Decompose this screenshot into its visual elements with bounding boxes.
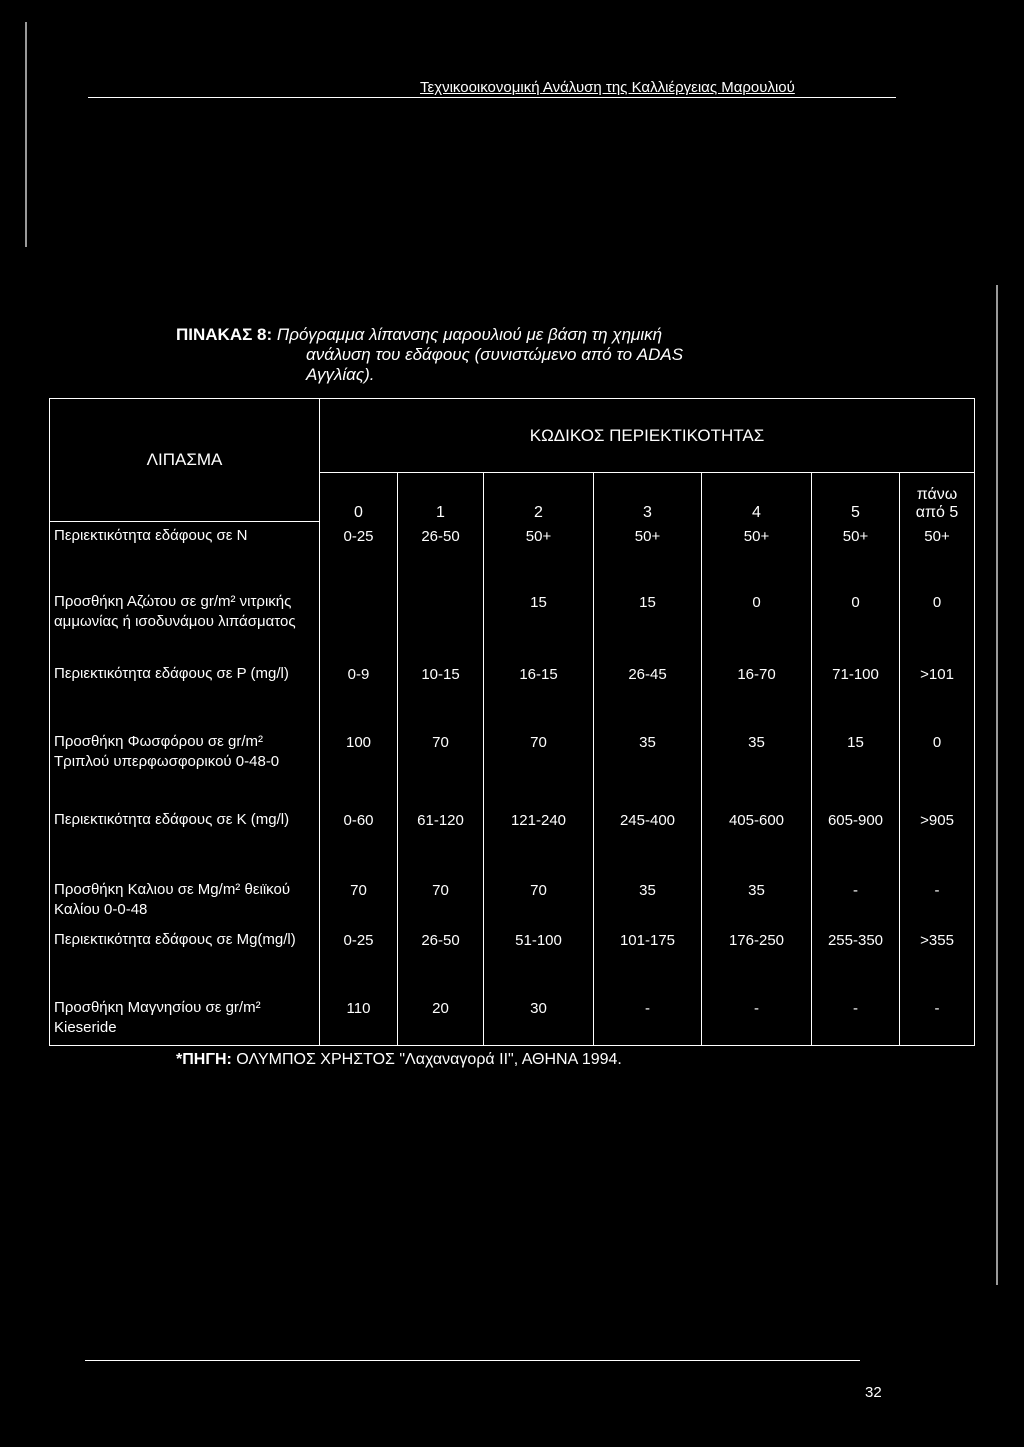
code-header: 5	[812, 473, 900, 522]
table-cell: 405-600	[702, 806, 812, 876]
table-row	[50, 660, 975, 728]
table-cell: 20	[398, 994, 484, 1046]
table-cell: >905	[900, 806, 975, 876]
table-cell: 16-70	[702, 660, 812, 728]
table-cell: 15	[484, 588, 594, 660]
table-cell: 100	[320, 728, 398, 806]
table-caption-line-2: ανάλυση του εδάφους (συνιστώμενο από το ADAS	[306, 345, 684, 364]
table-cell: 0-25	[320, 522, 398, 588]
code-header: 4	[702, 473, 812, 522]
fertilization-table	[49, 398, 975, 1046]
table-cell: >101	[900, 660, 975, 728]
table-cell: -	[702, 994, 812, 1046]
scan-edge-line-left	[25, 22, 27, 247]
footer-rule	[85, 1360, 860, 1361]
table-cell: 70	[398, 728, 484, 806]
table-row	[50, 994, 975, 1046]
table-cell: 70	[320, 876, 398, 926]
row-label: Περιεκτικότητα εδάφους σε P (mg/l)	[50, 660, 320, 728]
table-cell: 26-45	[594, 660, 702, 728]
running-header: Τεχνικοοικονομική Ανάλυση της Καλλιέργειας Μαρουλιού	[420, 79, 795, 96]
table-cell: -	[900, 876, 975, 926]
table-cell: -	[812, 876, 900, 926]
table-cell: 50+	[900, 522, 975, 588]
table-cell: 50+	[594, 522, 702, 588]
code-header: 0	[320, 473, 398, 522]
table-cell: 0	[812, 588, 900, 660]
table-cell: 605-900	[812, 806, 900, 876]
row-label: Περιεκτικότητα εδάφους σε K (mg/l)	[50, 806, 320, 876]
table-cell: 71-100	[812, 660, 900, 728]
table-cell: 35	[594, 728, 702, 806]
table-cell: 70	[484, 728, 594, 806]
code-header: 3	[594, 473, 702, 522]
table-cell: 15	[594, 588, 702, 660]
table-row	[50, 522, 975, 588]
table-caption-line-1: Πρόγραμμα λίπανσης μαρουλιού με βάση τη χημική	[276, 325, 663, 344]
row-label: Προσθήκη Καλιου σε Mg/m² θειϊκού Καλίου 0-0-48	[50, 876, 320, 926]
table-cell: -	[900, 994, 975, 1046]
table-cell: 255-350	[812, 926, 900, 994]
table-cell: 50+	[702, 522, 812, 588]
table-cell: 0	[900, 588, 975, 660]
table-cell: 30	[484, 994, 594, 1046]
table-row	[50, 728, 975, 806]
header-rule	[88, 97, 896, 98]
table-cell: 245-400	[594, 806, 702, 876]
table-cell: 35	[702, 876, 812, 926]
table-cell: 176-250	[702, 926, 812, 994]
table-cell: 26-50	[398, 926, 484, 994]
source-text: ΟΛΥΜΠΟΣ ΧΡΗΣΤΟΣ "Λαχαναγορά ΙΙ", ΑΘΗΝΑ 1994.	[236, 1051, 622, 1068]
table-cell: 0-60	[320, 806, 398, 876]
table-cell: 51-100	[484, 926, 594, 994]
row-label: Περιεκτικότητα εδάφους σε N	[50, 522, 320, 588]
page-number: 32	[865, 1384, 882, 1401]
table-cell: 101-175	[594, 926, 702, 994]
table-cell	[398, 588, 484, 660]
table-cell: 70	[398, 876, 484, 926]
row-label: Προσθήκη Αζώτου σε gr/m² νιτρικής αμμωνίας ή ισοδυνάμου λιπάσματος	[50, 588, 320, 660]
column-header-content-code: ΚΩΔΙΚΟΣ ΠΕΡΙΕΚΤΙΚΟΤΗΤΑΣ	[320, 399, 975, 473]
table-row	[50, 588, 975, 660]
code-header: 2	[484, 473, 594, 522]
table-cell: 15	[812, 728, 900, 806]
code-header: πάνω από 5	[900, 473, 975, 522]
table-cell: 50+	[812, 522, 900, 588]
table-cell: 35	[702, 728, 812, 806]
table-cell: 110	[320, 994, 398, 1046]
table-cell: 10-15	[398, 660, 484, 728]
table-cell	[320, 588, 398, 660]
table-cell: 35	[594, 876, 702, 926]
table-cell: 61-120	[398, 806, 484, 876]
table-row	[50, 876, 975, 926]
column-header-fertilizer: ΛΙΠΑΣΜΑ	[50, 399, 320, 522]
source-label: *ΠΗΓΗ:	[176, 1051, 232, 1068]
table-cell: -	[594, 994, 702, 1046]
table-caption	[176, 325, 896, 385]
table-cell: 0-25	[320, 926, 398, 994]
table-cell: 0	[702, 588, 812, 660]
row-label: Προσθήκη Μαγνησίου σε gr/m² Kieseride	[50, 994, 320, 1046]
table-caption-line-3: Αγγλίας).	[306, 365, 375, 384]
table-cell: 70	[484, 876, 594, 926]
table-cell: >355	[900, 926, 975, 994]
table-cell: 26-50	[398, 522, 484, 588]
table-cell: 50+	[484, 522, 594, 588]
code-header: 1	[398, 473, 484, 522]
table-row	[50, 926, 975, 994]
source-note	[176, 1051, 622, 1069]
table-cell: 16-15	[484, 660, 594, 728]
scan-edge-line-right	[996, 285, 998, 1285]
table-row	[50, 806, 975, 876]
table-cell: -	[812, 994, 900, 1046]
table-cell: 0-9	[320, 660, 398, 728]
table-cell: 121-240	[484, 806, 594, 876]
table-caption-label: ΠΙΝΑΚΑΣ 8:	[176, 325, 273, 344]
row-label: Περιεκτικότητα εδάφους σε Mg(mg/l)	[50, 926, 320, 994]
table-cell: 0	[900, 728, 975, 806]
row-label: Προσθήκη Φωσφόρου σε gr/m² Τριπλού υπερφωσφορικού 0-48-0	[50, 728, 320, 806]
